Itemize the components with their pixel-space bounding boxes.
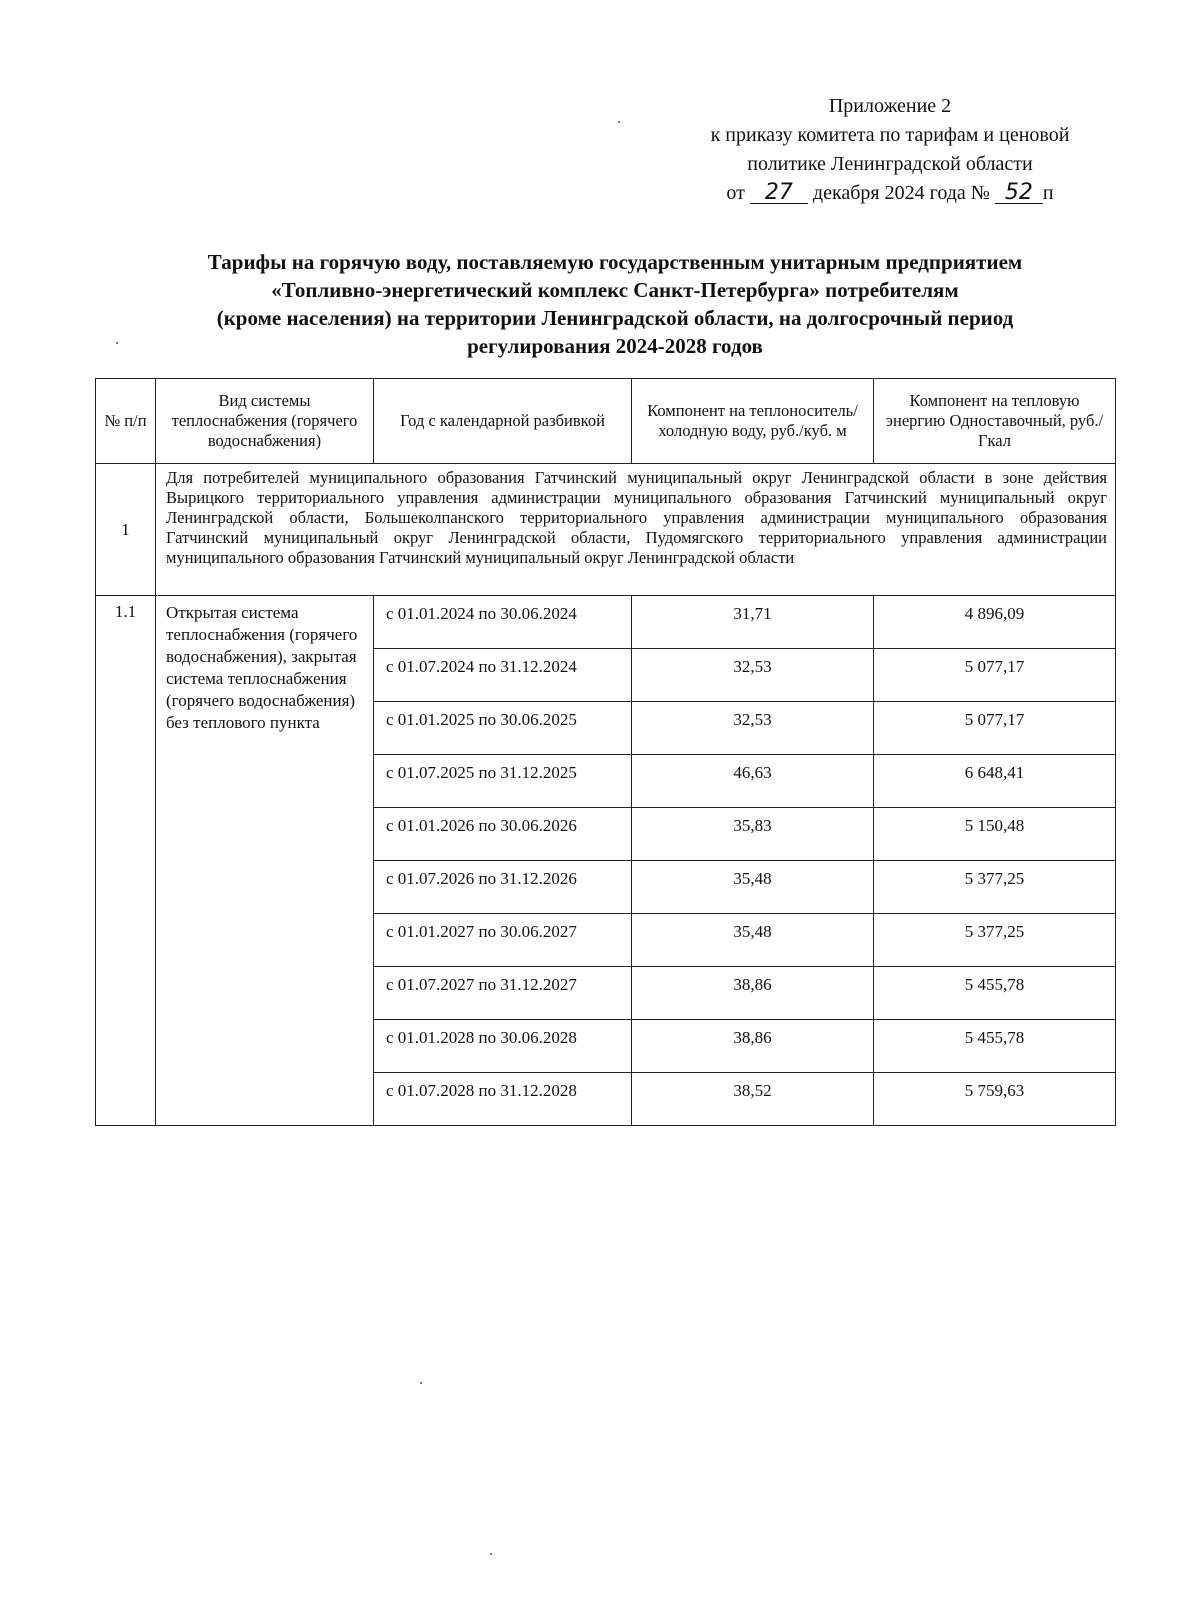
handwritten-day: 27 <box>750 183 808 204</box>
date-text: декабря 2024 года № <box>812 182 990 204</box>
coolant-tariff-cell: 38,86 <box>632 1020 874 1073</box>
subgroup-system-type: Открытая система теплоснабжения (горячего водоснабжения), закрытая система теплоснабжения (горячего водоснабжения) без теплового пункта <box>156 596 374 1126</box>
coolant-tariff-cell: 35,48 <box>632 914 874 967</box>
order-suffix: п <box>1042 182 1054 204</box>
heat-tariff-cell: 5 759,63 <box>874 1073 1116 1126</box>
order-authority: политике Ленинградской области <box>747 153 1033 175</box>
coolant-tariff-cell: 46,63 <box>632 755 874 808</box>
scan-speck <box>490 1553 492 1555</box>
coolant-tariff-cell: 38,86 <box>632 967 874 1020</box>
period-cell: с 01.01.2024 по 30.06.2024 <box>374 596 632 649</box>
heat-tariff-cell: 5 150,48 <box>874 808 1116 861</box>
header-coolant: Компонент на теплоноситель/холодную воду, руб./куб. м <box>632 379 874 464</box>
coolant-tariff-cell: 32,53 <box>632 649 874 702</box>
heat-tariff-cell: 5 377,25 <box>874 861 1116 914</box>
order-reference: к приказу комитета по тарифам и ценовой <box>710 124 1070 146</box>
coolant-tariff-cell: 35,83 <box>632 808 874 861</box>
group-description: Для потребителей муниципального образования Гатчинский муниципальный округ Ленинградской области в зоне действия Вырицкого территориального управления администрации муниципального образования Гатчинский муниципальный округ Ленинградской области, Большеколпанского территориального управления администрации муниципального образования Гатчинский муниципальный округ Ленинградской области, Пудомягского территориального управления администрации муниципального образования Гатчинский муниципальный округ Ленинградской области <box>156 464 1116 596</box>
handwritten-order-number: 52 <box>995 183 1043 204</box>
date-prefix: от <box>726 182 745 204</box>
title-line-3: (кроме населения) на территории Ленинградской области, на долгосрочный период <box>216 306 1014 330</box>
heat-tariff-cell: 5 077,17 <box>874 649 1116 702</box>
coolant-tariff-cell: 31,71 <box>632 596 874 649</box>
period-cell: с 01.01.2026 по 30.06.2026 <box>374 808 632 861</box>
coolant-tariff-cell: 35,48 <box>632 861 874 914</box>
header-period: Год с календарной разбивкой <box>374 379 632 464</box>
scan-speck <box>116 342 118 344</box>
heat-tariff-cell: 4 896,09 <box>874 596 1116 649</box>
period-cell: с 01.07.2024 по 31.12.2024 <box>374 649 632 702</box>
period-cell: с 01.07.2025 по 31.12.2025 <box>374 755 632 808</box>
subgroup-number: 1.1 <box>96 596 156 1126</box>
coolant-tariff-cell: 38,52 <box>632 1073 874 1126</box>
period-cell: с 01.01.2025 по 30.06.2025 <box>374 702 632 755</box>
period-cell: с 01.01.2028 по 30.06.2028 <box>374 1020 632 1073</box>
tariff-table <box>95 378 1116 1126</box>
appendix-label: Приложение 2 <box>828 95 952 117</box>
period-cell: с 01.07.2028 по 31.12.2028 <box>374 1073 632 1126</box>
period-cell: с 01.07.2026 по 31.12.2026 <box>374 861 632 914</box>
group-number: 1 <box>96 464 156 596</box>
appendix-header <box>660 92 1120 208</box>
heat-tariff-cell: 5 455,78 <box>874 1020 1116 1073</box>
document-title <box>110 248 1120 360</box>
period-cell: с 01.01.2027 по 30.06.2027 <box>374 914 632 967</box>
table-row <box>96 596 1116 649</box>
header-system: Вид системы теплоснабжения (горячего водоснабжения) <box>156 379 374 464</box>
title-line-4: регулирования 2024-2028 годов <box>467 334 763 358</box>
order-date-line <box>660 179 1120 208</box>
group-row <box>96 464 1116 596</box>
title-line-2: «Топливно-энергетический комплекс Санкт-Петербурга» потребителям <box>271 278 959 302</box>
heat-tariff-cell: 5 077,17 <box>874 702 1116 755</box>
scan-speck <box>618 121 620 123</box>
period-cell: с 01.07.2027 по 31.12.2027 <box>374 967 632 1020</box>
header-num: № п/п <box>96 379 156 464</box>
coolant-tariff-cell: 32,53 <box>632 702 874 755</box>
heat-tariff-cell: 5 455,78 <box>874 967 1116 1020</box>
scan-speck <box>420 1382 422 1384</box>
title-line-1: Тарифы на горячую воду, поставляемую государственным унитарным предприятием <box>207 250 1023 274</box>
header-heat: Компонент на тепловую энергию Одноставочный, руб./Гкал <box>874 379 1116 464</box>
table-header-row <box>96 379 1116 464</box>
heat-tariff-cell: 5 377,25 <box>874 914 1116 967</box>
heat-tariff-cell: 6 648,41 <box>874 755 1116 808</box>
